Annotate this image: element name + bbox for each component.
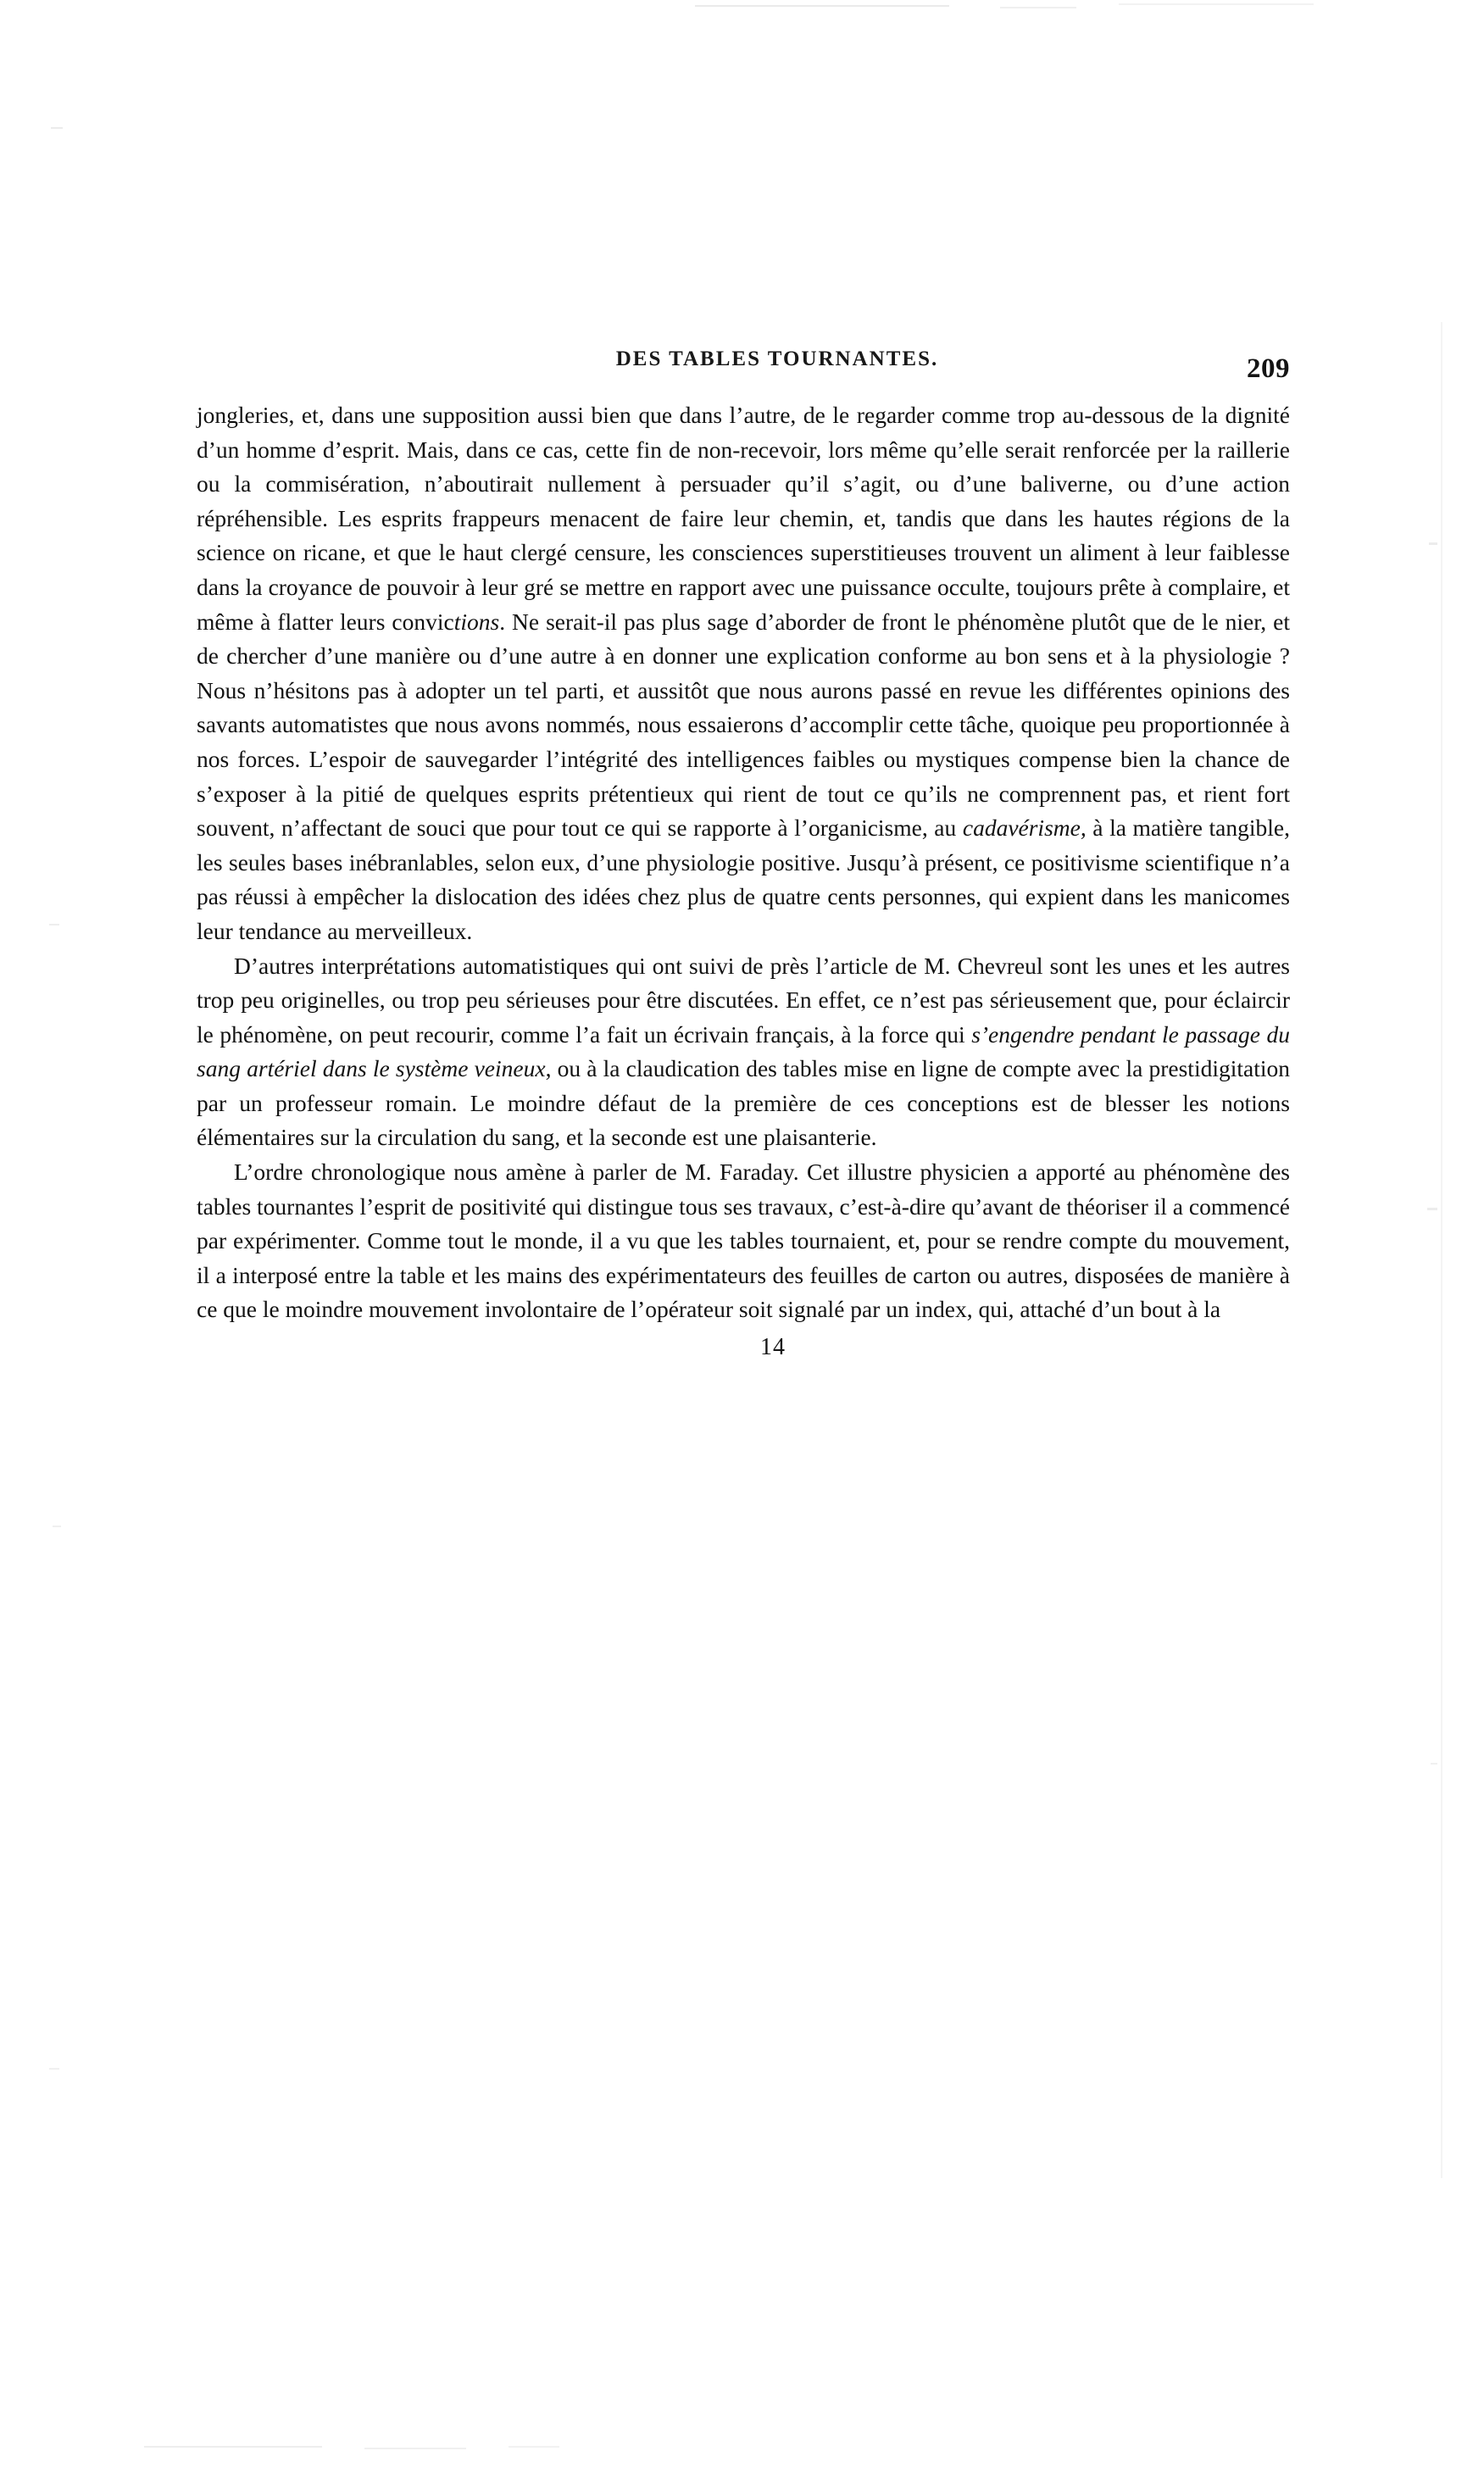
scan-artifact-top-rule-b	[1000, 7, 1076, 8]
running-head	[197, 347, 1290, 386]
scan-artifact-right-tick-c	[1431, 1763, 1437, 1765]
page-content	[197, 347, 1290, 1361]
scan-artifact-left-tick-c	[53, 1526, 61, 1527]
text-run: . Ne serait-il pas plus sage d’aborder de front le phénomène plutôt que de le nier, et de chercher d’une manière ou d’une autre à en donner une explication conforme au bon sens et à la physiologie ? Nous n’hésitons pas à adopter un tel parti, et aussitôt que nous aurons passé en revue les différentes opinions des savants automatistes que nous avons nommés, nous essaierons d’accomplir cette tâche, quoique peu proportionnée à nos forces. L’espoir de sauvegarder l’intégrité des intelligences faibles ou mystiques compense bien la chance de s’exposer à la pitié de quelques esprits prétentieux qui rient de tout ce qu’ils ne comprennent pas, et rient fort souvent, n’affectant de souci que pour tout ce qui se rapporte à l’organicisme, au	[197, 608, 1290, 842]
scan-artifact-bottom-rule-a	[144, 2446, 322, 2448]
scan-artifact-right-tick-b	[1427, 1208, 1437, 1210]
text-run: , ou à la claudication des tables mise en ligne de compte avec la prestidigitation par un professeur romain. Le moindre défaut de la première de ces conceptions est de blesser les notions élémentaires sur la circulation du sang, et la seconde est une plaisanterie.	[197, 1055, 1290, 1151]
scan-artifact-left-tick-b	[49, 924, 59, 925]
paragraph	[197, 949, 1290, 1156]
page-number: 209	[1247, 353, 1290, 384]
emphasized-text: tions	[453, 608, 500, 635]
paragraph	[197, 1155, 1290, 1327]
text-run: jongleries, et, dans une supposition aussi bien que dans l’autre, de le regarder comme trop au-dessous de la dignité d’un homme d’esprit. Mais, dans ce cas, cette fin de non-recevoir, lors même qu’elle serait renforcée per la raillerie ou la commisération, n’aboutirait nullement à persuader qu’il s’agit, ou d’une baliverne, ou d’une action répréhensible. Les esprits frappeurs menacent de faire leur chemin, et, tandis que dans les hautes régions de la science on ricane, et que le haut clergé censure, les consciences superstitieuses trouvent un aliment à leur faiblesse dans la croyance de pouvoir à leur gré se mettre en rapport avec une puissance occulte, toujours prête à complaire, et même à flatter leurs convic	[197, 402, 1290, 635]
text-run: L’ordre chronologique nous amène à parler de M. Faraday. Cet illustre physicien a apporté au phénomène des tables tournantes l’esprit de positivité qui distingue tous ses travaux, c’est-à-dire qu’avant de théoriser il a commencé par expérimenter. Comme tout le monde, il a vu que les tables tournaient, et, pour se rendre compte du mouvement, il a interposé entre la table et les mains des expérimentateurs des feuilles de carton ou autres, disposées de manière à ce que le moindre mouvement involontaire de l’opérateur soit signalé par un index, qui, attaché d’un bout à la	[197, 1159, 1290, 1323]
scan-artifact-bottom-rule-c	[509, 2446, 559, 2448]
emphasized-text: cadavérisme,	[962, 814, 1087, 842]
scan-artifact-right-tick-a	[1429, 542, 1437, 545]
emphasized-text: s’engendre pendant le passage du sang artériel dans le système veineux	[197, 1020, 1290, 1082]
scan-artifact-top-rule-a	[695, 5, 949, 7]
running-title: DES TABLES TOURNANTES.	[615, 347, 939, 370]
text-run: à la matière tangible, les seules bases inébranlables, selon eux, d’une physiologie positive. Jusqu’à présent, ce positivisme scientifique n’a pas réussi à empêcher la dislocation des idées chez plus de quatre cents personnes, qui expient dans les manicomes leur tendance au merveilleux.	[197, 814, 1290, 944]
signature-mark: 14	[760, 1334, 786, 1361]
body-text	[197, 398, 1290, 1327]
text-run: D’autres interprétations automatistiques qui ont suivi de près l’article de M. Chevreul sont les unes et les autres trop peu originelles, ou trop peu sérieuses pour être discutées. En effet, ce n’est pas sérieusement que, pour éclaircir le phénomène, on peut recourir, comme l’a fait un écrivain français, à la force qui	[197, 952, 1290, 1048]
scan-artifact-bottom-rule-b	[364, 2448, 466, 2449]
scan-artifact-left-tick-d	[49, 2068, 59, 2070]
scan-artifact-left-tick-a	[51, 127, 63, 129]
scan-artifact-top-rule-c	[1119, 3, 1314, 5]
paragraph	[197, 398, 1290, 949]
scan-artifact-right-rule	[1441, 322, 1442, 2178]
